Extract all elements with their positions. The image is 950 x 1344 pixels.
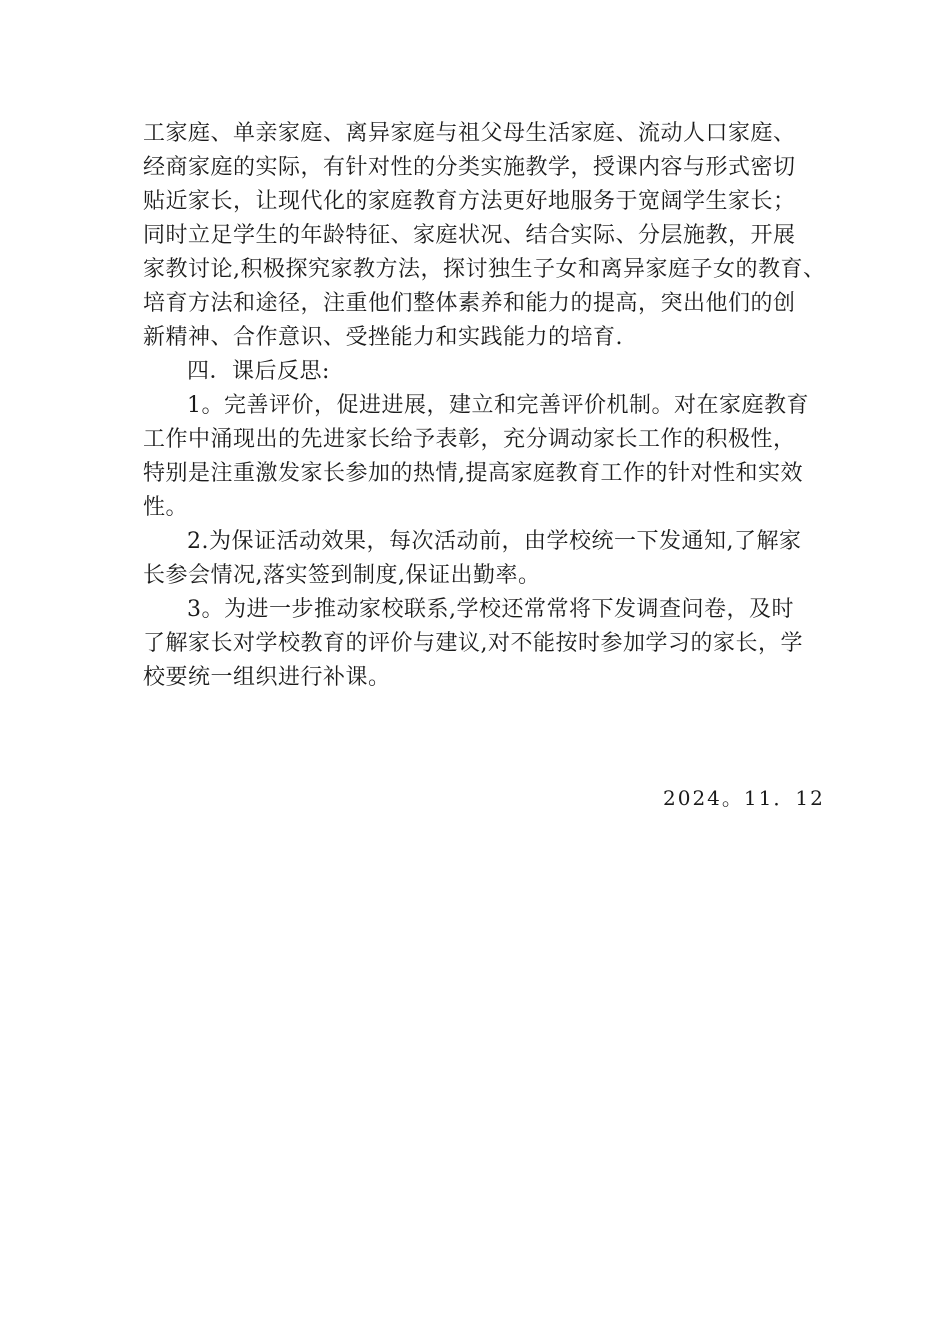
section-heading: 四．课后反思: bbox=[187, 359, 330, 384]
paragraph-line: 同时立足学生的年龄特征、家庭状况、结合实际、分层施教，开展 bbox=[143, 223, 796, 248]
paragraph-line: 工家庭、单亲家庭、离异家庭与祖父母生活家庭、流动人口家庭、 bbox=[143, 121, 796, 146]
paragraph-line: 家教讨论,积极探究家教方法，探讨独生子女和离异家庭子女的教育、 bbox=[143, 257, 826, 282]
paragraph-line: 贴近家长，让现代化的家庭教育方法更好地服务于宽阔学生家长； bbox=[143, 189, 796, 214]
paragraph-line: 经商家庭的实际，有针对性的分类实施教学，授课内容与形式密切 bbox=[143, 155, 796, 180]
list-item-line: 1。完善评价，促进进展，建立和完善评价机制。对在家庭教育 bbox=[187, 393, 809, 418]
list-item-line: 工作中涌现出的先进家长给予表彰，充分调动家长工作的积极性， bbox=[143, 427, 796, 452]
list-item-line: 校要统一组织进行补课。 bbox=[143, 665, 391, 690]
list-item-line: 了解家长对学校教育的评价与建议,对不能按时参加学习的家长，学 bbox=[143, 631, 803, 656]
list-item-line: 性。 bbox=[143, 495, 189, 520]
body-text bbox=[143, 117, 826, 695]
document-date: 2024。11．12 bbox=[663, 786, 825, 810]
list-item-line: 3。为进一步推动家校联系,学校还常常将下发调查问卷，及时 bbox=[187, 597, 794, 622]
list-item-line: 长参会情况,落实签到制度,保证出勤率。 bbox=[143, 563, 541, 588]
paragraph-line: 新精神、合作意识、受挫能力和实践能力的培育. bbox=[143, 325, 623, 350]
list-item-line: 2.为保证活动效果，每次活动前，由学校统一下发通知,了解家 bbox=[187, 529, 802, 554]
paragraph-line: 培育方法和途径，注重他们整体素养和能力的提高，突出他们的创 bbox=[143, 291, 796, 316]
list-item-line: 特别是注重激发家长参加的热情,提高家庭教育工作的针对性和实效 bbox=[143, 461, 803, 486]
